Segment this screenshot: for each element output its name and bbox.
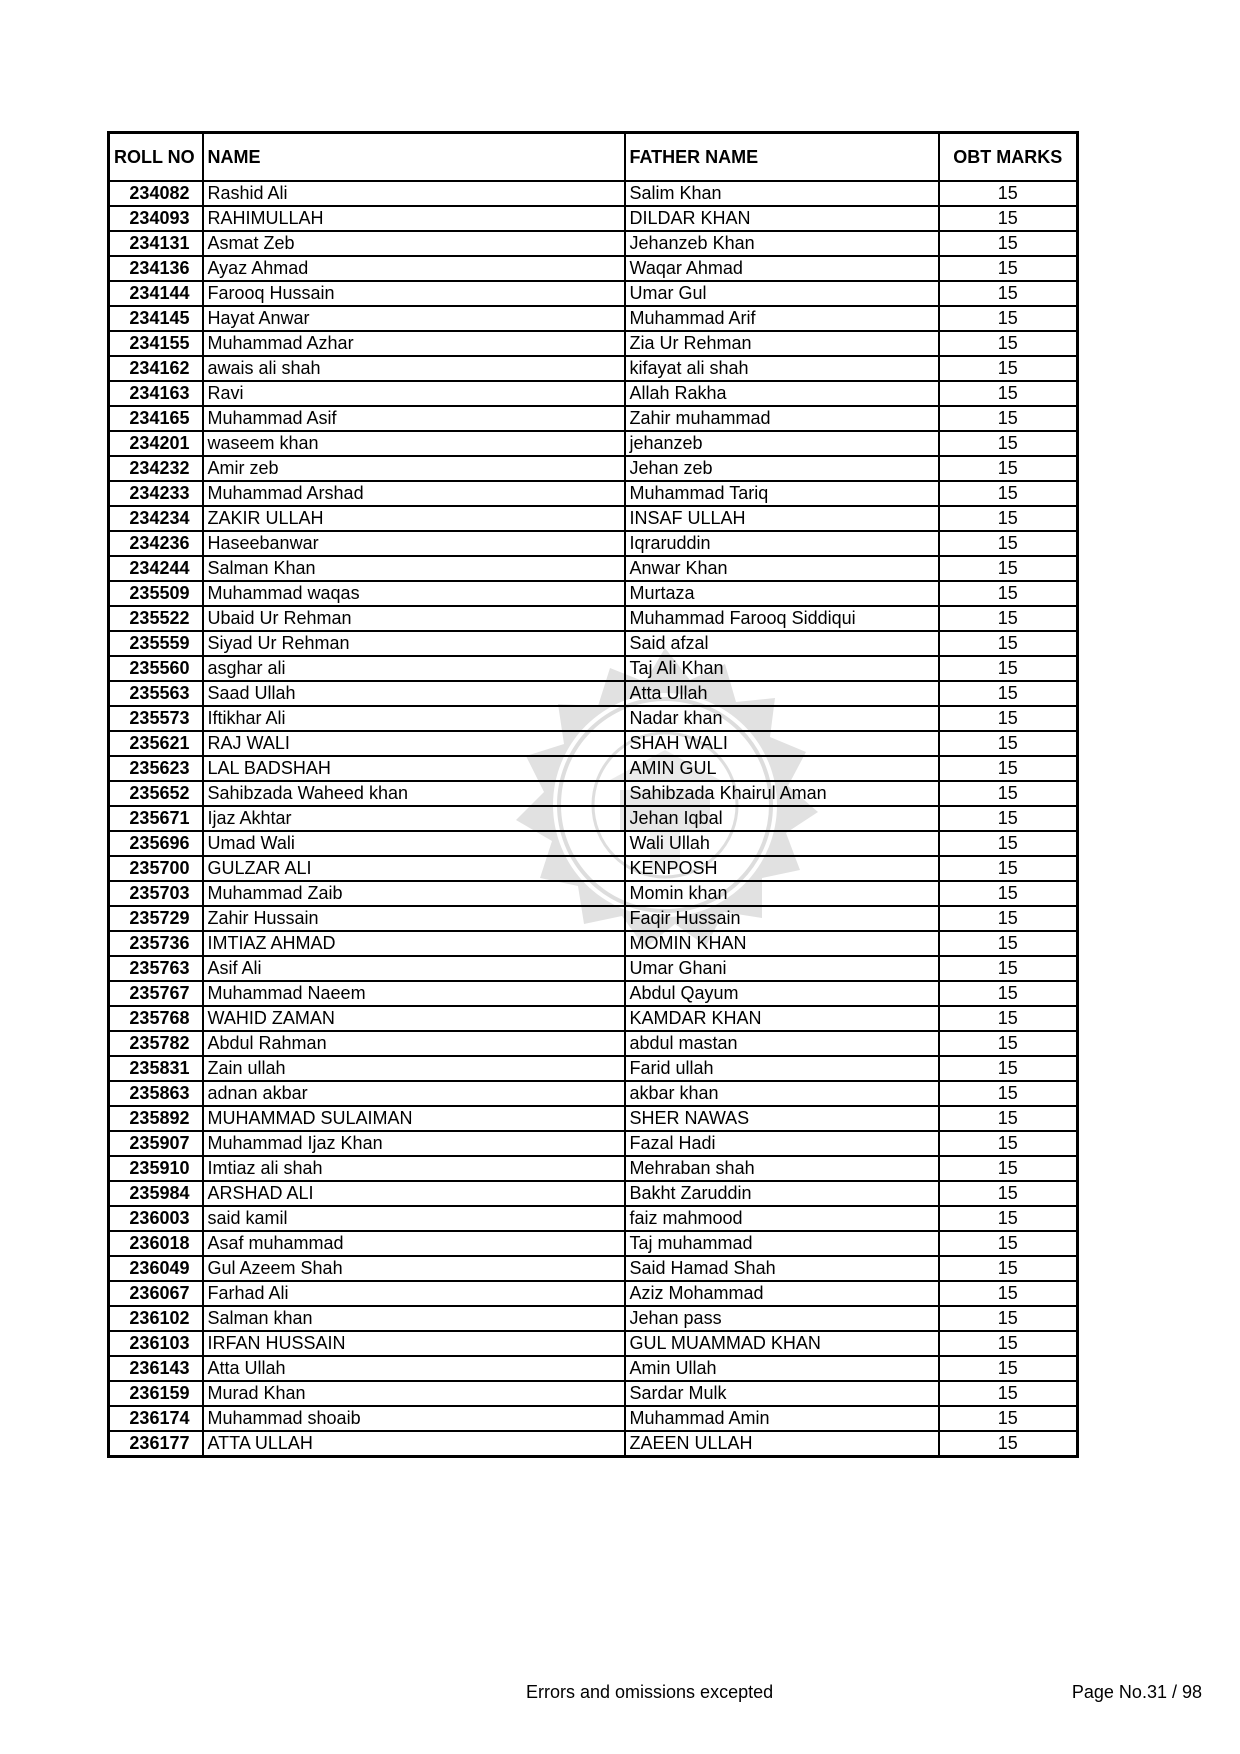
table-row <box>109 1131 1078 1156</box>
table-row <box>109 1206 1078 1231</box>
table-row <box>109 231 1078 256</box>
obt-marks-cell: 15 <box>939 1206 1078 1231</box>
father-name-cell: faiz mahmood <box>625 1206 939 1231</box>
father-name-cell: Taj muhammad <box>625 1231 939 1256</box>
father-name-cell: Anwar Khan <box>625 556 939 581</box>
table-row <box>109 881 1078 906</box>
obt-marks-cell: 15 <box>939 931 1078 956</box>
name-cell: Muhammad Asif <box>203 406 625 431</box>
name-cell: WAHID ZAMAN <box>203 1006 625 1031</box>
obt-marks-cell: 15 <box>939 431 1078 456</box>
father-name-cell: jehanzeb <box>625 431 939 456</box>
father-name-cell: Bakht Zaruddin <box>625 1181 939 1206</box>
name-cell: Ubaid Ur Rehman <box>203 606 625 631</box>
roll-no-cell: 235559 <box>109 631 203 656</box>
obt-marks-header: OBT MARKS <box>939 133 1078 182</box>
obt-marks-cell: 15 <box>939 681 1078 706</box>
obt-marks-cell: 15 <box>939 481 1078 506</box>
name-cell: Haseebanwar <box>203 531 625 556</box>
name-cell: Zahir Hussain <box>203 906 625 931</box>
obt-marks-cell: 15 <box>939 856 1078 881</box>
roll-no-cell: 236103 <box>109 1331 203 1356</box>
name-cell: ATTA ULLAH <box>203 1431 625 1457</box>
roll-no-cell: 235984 <box>109 1181 203 1206</box>
table-row <box>109 481 1078 506</box>
name-cell: Amir zeb <box>203 456 625 481</box>
father-name-cell: AMIN GUL <box>625 756 939 781</box>
name-header: NAME <box>203 133 625 182</box>
name-cell: Muhammad waqas <box>203 581 625 606</box>
table-row <box>109 1331 1078 1356</box>
page-number: Page No.31 / 98 <box>1071 1682 1202 1702</box>
roll-no-cell: 235560 <box>109 656 203 681</box>
father-name-cell: Muhammad Farooq Siddiqui <box>625 606 939 631</box>
table-row <box>109 381 1078 406</box>
father-name-cell: Mehraban shah <box>625 1156 939 1181</box>
father-name-cell: Sahibzada Khairul Aman <box>625 781 939 806</box>
obt-marks-cell: 15 <box>939 706 1078 731</box>
roll-no-cell: 236003 <box>109 1206 203 1231</box>
roll-no-cell: 234163 <box>109 381 203 406</box>
roll-no-cell: 236174 <box>109 1406 203 1431</box>
table-row <box>109 406 1078 431</box>
father-name-header: FATHER NAME <box>625 133 939 182</box>
name-cell: Farhad Ali <box>203 1281 625 1306</box>
father-name-cell: Wali Ullah <box>625 831 939 856</box>
obt-marks-cell: 15 <box>939 506 1078 531</box>
father-name-cell: Abdul Qayum <box>625 981 939 1006</box>
obt-marks-cell: 15 <box>939 1181 1078 1206</box>
roll-no-cell: 235729 <box>109 906 203 931</box>
table-row <box>109 1081 1078 1106</box>
father-name-cell: Jehan zeb <box>625 456 939 481</box>
table-row <box>109 981 1078 1006</box>
obt-marks-cell: 15 <box>939 956 1078 981</box>
roll-no-cell: 236102 <box>109 1306 203 1331</box>
father-name-cell: GUL MUAMMAD KHAN <box>625 1331 939 1356</box>
father-name-cell: DILDAR KHAN <box>625 206 939 231</box>
table-row <box>109 1031 1078 1056</box>
name-cell: Salman khan <box>203 1306 625 1331</box>
obt-marks-cell: 15 <box>939 531 1078 556</box>
roll-no-cell: 236143 <box>109 1356 203 1381</box>
obt-marks-cell: 15 <box>939 1006 1078 1031</box>
father-name-cell: Momin khan <box>625 881 939 906</box>
name-cell: Asmat Zeb <box>203 231 625 256</box>
roll-no-cell: 235910 <box>109 1156 203 1181</box>
table-row <box>109 681 1078 706</box>
obt-marks-cell: 15 <box>939 181 1078 206</box>
roll-no-cell: 235892 <box>109 1106 203 1131</box>
name-cell: MUHAMMAD SULAIMAN <box>203 1106 625 1131</box>
table-row <box>109 1406 1078 1431</box>
obt-marks-cell: 15 <box>939 981 1078 1006</box>
table-row <box>109 781 1078 806</box>
obt-marks-cell: 15 <box>939 381 1078 406</box>
name-cell: Imtiaz ali shah <box>203 1156 625 1181</box>
father-name-cell: Muhammad Arif <box>625 306 939 331</box>
name-cell: adnan akbar <box>203 1081 625 1106</box>
roll-no-cell: 236018 <box>109 1231 203 1256</box>
table-row <box>109 506 1078 531</box>
roll-no-cell: 235700 <box>109 856 203 881</box>
obt-marks-cell: 15 <box>939 1031 1078 1056</box>
table-row <box>109 831 1078 856</box>
obt-marks-cell: 15 <box>939 1431 1078 1457</box>
name-cell: ZAKIR ULLAH <box>203 506 625 531</box>
father-name-cell: Muhammad Tariq <box>625 481 939 506</box>
father-name-cell: Atta Ullah <box>625 681 939 706</box>
table-row <box>109 1256 1078 1281</box>
name-cell: Muhammad Naeem <box>203 981 625 1006</box>
father-name-cell: KENPOSH <box>625 856 939 881</box>
roll-no-cell: 235671 <box>109 806 203 831</box>
name-cell: Murad Khan <box>203 1381 625 1406</box>
name-cell: Ijaz Akhtar <box>203 806 625 831</box>
table-row <box>109 1006 1078 1031</box>
table-row <box>109 756 1078 781</box>
father-name-cell: SHAH WALI <box>625 731 939 756</box>
father-name-cell: Taj Ali Khan <box>625 656 939 681</box>
name-cell: Asaf muhammad <box>203 1231 625 1256</box>
table-row <box>109 206 1078 231</box>
father-name-cell: Amin Ullah <box>625 1356 939 1381</box>
father-name-cell: Fazal Hadi <box>625 1131 939 1156</box>
name-cell: IRFAN HUSSAIN <box>203 1331 625 1356</box>
roll-no-cell: 235782 <box>109 1031 203 1056</box>
father-name-cell: Waqar Ahmad <box>625 256 939 281</box>
name-cell: Sahibzada Waheed khan <box>203 781 625 806</box>
table-row <box>109 856 1078 881</box>
name-cell: Umad Wali <box>203 831 625 856</box>
table-row <box>109 531 1078 556</box>
table-row <box>109 731 1078 756</box>
roll-no-cell: 236067 <box>109 1281 203 1306</box>
table-row <box>109 356 1078 381</box>
roll-no-cell: 236159 <box>109 1381 203 1406</box>
obt-marks-cell: 15 <box>939 331 1078 356</box>
table-row <box>109 256 1078 281</box>
name-cell: Atta Ullah <box>203 1356 625 1381</box>
father-name-cell: akbar khan <box>625 1081 939 1106</box>
roll-no-cell: 234155 <box>109 331 203 356</box>
table-row <box>109 906 1078 931</box>
father-name-cell: Umar Ghani <box>625 956 939 981</box>
name-cell: Rashid Ali <box>203 181 625 206</box>
father-name-cell: Aziz Mohammad <box>625 1281 939 1306</box>
roll-no-cell: 234082 <box>109 181 203 206</box>
name-cell: Siyad Ur Rehman <box>203 631 625 656</box>
obt-marks-cell: 15 <box>939 281 1078 306</box>
roll-no-cell: 235763 <box>109 956 203 981</box>
footer-note: Errors and omissions excepted <box>526 1682 774 1702</box>
name-cell: Hayat Anwar <box>203 306 625 331</box>
name-cell: asghar ali <box>203 656 625 681</box>
roll-no-cell: 235623 <box>109 756 203 781</box>
obt-marks-cell: 15 <box>939 1106 1078 1131</box>
table-row <box>109 1431 1078 1457</box>
name-cell: GULZAR ALI <box>203 856 625 881</box>
roll-no-cell: 235768 <box>109 1006 203 1031</box>
roll-no-cell: 235863 <box>109 1081 203 1106</box>
roll-no-cell: 236049 <box>109 1256 203 1281</box>
obt-marks-cell: 15 <box>939 406 1078 431</box>
table-row <box>109 331 1078 356</box>
obt-marks-cell: 15 <box>939 1131 1078 1156</box>
obt-marks-cell: 15 <box>939 881 1078 906</box>
roll-no-cell: 235621 <box>109 731 203 756</box>
name-cell: IMTIAZ AHMAD <box>203 931 625 956</box>
roll-no-cell: 234201 <box>109 431 203 456</box>
father-name-cell: Jehan pass <box>625 1306 939 1331</box>
name-cell: Gul Azeem Shah <box>203 1256 625 1281</box>
name-cell: RAHIMULLAH <box>203 206 625 231</box>
obt-marks-cell: 15 <box>939 581 1078 606</box>
father-name-cell: Salim Khan <box>625 181 939 206</box>
obt-marks-cell: 15 <box>939 356 1078 381</box>
table-row <box>109 1381 1078 1406</box>
roll-no-cell: 234232 <box>109 456 203 481</box>
name-cell: awais ali shah <box>203 356 625 381</box>
name-cell: Abdul Rahman <box>203 1031 625 1056</box>
father-name-cell: Jehanzeb Khan <box>625 231 939 256</box>
roll-no-cell: 235522 <box>109 606 203 631</box>
father-name-cell: Umar Gul <box>625 281 939 306</box>
obt-marks-cell: 15 <box>939 1231 1078 1256</box>
roll-no-cell: 234136 <box>109 256 203 281</box>
obt-marks-cell: 15 <box>939 606 1078 631</box>
roll-no-cell: 234165 <box>109 406 203 431</box>
father-name-cell: ZAEEN ULLAH <box>625 1431 939 1457</box>
name-cell: Muhammad shoaib <box>203 1406 625 1431</box>
table-row <box>109 1231 1078 1256</box>
obt-marks-cell: 15 <box>939 206 1078 231</box>
roll-no-cell: 234144 <box>109 281 203 306</box>
roll-no-cell: 235573 <box>109 706 203 731</box>
roll-no-cell: 234244 <box>109 556 203 581</box>
table-row <box>109 281 1078 306</box>
roll-no-cell: 235563 <box>109 681 203 706</box>
obt-marks-cell: 15 <box>939 1256 1078 1281</box>
roll-no-cell: 235652 <box>109 781 203 806</box>
name-cell: Zain ullah <box>203 1056 625 1081</box>
obt-marks-cell: 15 <box>939 256 1078 281</box>
father-name-cell: kifayat ali shah <box>625 356 939 381</box>
roll-no-cell: 235907 <box>109 1131 203 1156</box>
father-name-cell: Jehan Iqbal <box>625 806 939 831</box>
name-cell: Iftikhar Ali <box>203 706 625 731</box>
name-cell: Salman Khan <box>203 556 625 581</box>
table-header-row <box>109 133 1078 182</box>
name-cell: LAL BADSHAH <box>203 756 625 781</box>
results-table <box>107 131 1079 1458</box>
roll-no-header: ROLL NO <box>109 133 203 182</box>
table-row <box>109 1281 1078 1306</box>
table-row <box>109 431 1078 456</box>
father-name-cell: Zahir muhammad <box>625 406 939 431</box>
table-row <box>109 306 1078 331</box>
roll-no-cell: 234162 <box>109 356 203 381</box>
obt-marks-cell: 15 <box>939 1331 1078 1356</box>
name-cell: Muhammad Arshad <box>203 481 625 506</box>
roll-no-cell: 235703 <box>109 881 203 906</box>
roll-no-cell: 234234 <box>109 506 203 531</box>
table-row <box>109 1181 1078 1206</box>
roll-no-cell: 234093 <box>109 206 203 231</box>
table-row <box>109 556 1078 581</box>
roll-no-cell: 234131 <box>109 231 203 256</box>
father-name-cell: Nadar khan <box>625 706 939 731</box>
obt-marks-cell: 15 <box>939 831 1078 856</box>
name-cell: ARSHAD ALI <box>203 1181 625 1206</box>
obt-marks-cell: 15 <box>939 656 1078 681</box>
obt-marks-cell: 15 <box>939 1306 1078 1331</box>
obt-marks-cell: 15 <box>939 231 1078 256</box>
roll-no-cell: 234236 <box>109 531 203 556</box>
father-name-cell: Said Hamad Shah <box>625 1256 939 1281</box>
table-row <box>109 656 1078 681</box>
obt-marks-cell: 15 <box>939 1356 1078 1381</box>
name-cell: Farooq Hussain <box>203 281 625 306</box>
obt-marks-cell: 15 <box>939 731 1078 756</box>
obt-marks-cell: 15 <box>939 906 1078 931</box>
name-cell: Asif Ali <box>203 956 625 981</box>
obt-marks-cell: 15 <box>939 1381 1078 1406</box>
father-name-cell: Muhammad Amin <box>625 1406 939 1431</box>
obt-marks-cell: 15 <box>939 456 1078 481</box>
table-row <box>109 1106 1078 1131</box>
table-row <box>109 1306 1078 1331</box>
father-name-cell: Farid ullah <box>625 1056 939 1081</box>
table-row <box>109 1356 1078 1381</box>
father-name-cell: INSAF ULLAH <box>625 506 939 531</box>
father-name-cell: Said afzal <box>625 631 939 656</box>
table-row <box>109 1156 1078 1181</box>
table-row <box>109 956 1078 981</box>
name-cell: Ayaz Ahmad <box>203 256 625 281</box>
obt-marks-cell: 15 <box>939 631 1078 656</box>
table-row <box>109 606 1078 631</box>
father-name-cell: MOMIN KHAN <box>625 931 939 956</box>
name-cell: RAJ WALI <box>203 731 625 756</box>
roll-no-cell: 234233 <box>109 481 203 506</box>
father-name-cell: Murtaza <box>625 581 939 606</box>
table-row <box>109 456 1078 481</box>
obt-marks-cell: 15 <box>939 1156 1078 1181</box>
father-name-cell: Zia Ur Rehman <box>625 331 939 356</box>
table-row <box>109 1056 1078 1081</box>
obt-marks-cell: 15 <box>939 806 1078 831</box>
father-name-cell: Allah Rakha <box>625 381 939 406</box>
father-name-cell: SHER NAWAS <box>625 1106 939 1131</box>
roll-no-cell: 235736 <box>109 931 203 956</box>
name-cell: Muhammad Zaib <box>203 881 625 906</box>
roll-no-cell: 235767 <box>109 981 203 1006</box>
roll-no-cell: 235509 <box>109 581 203 606</box>
obt-marks-cell: 15 <box>939 781 1078 806</box>
table-row <box>109 931 1078 956</box>
father-name-cell: Iqraruddin <box>625 531 939 556</box>
name-cell: Muhammad Azhar <box>203 331 625 356</box>
table-row <box>109 581 1078 606</box>
name-cell: Ravi <box>203 381 625 406</box>
table-row <box>109 181 1078 206</box>
roll-no-cell: 236177 <box>109 1431 203 1457</box>
obt-marks-cell: 15 <box>939 756 1078 781</box>
table-row <box>109 631 1078 656</box>
obt-marks-cell: 15 <box>939 1056 1078 1081</box>
table-row <box>109 706 1078 731</box>
father-name-cell: Faqir Hussain <box>625 906 939 931</box>
roll-no-cell: 235831 <box>109 1056 203 1081</box>
father-name-cell: abdul mastan <box>625 1031 939 1056</box>
obt-marks-cell: 15 <box>939 306 1078 331</box>
roll-no-cell: 235696 <box>109 831 203 856</box>
name-cell: said kamil <box>203 1206 625 1231</box>
name-cell: Muhammad Ijaz Khan <box>203 1131 625 1156</box>
roll-no-cell: 234145 <box>109 306 203 331</box>
father-name-cell: Sardar Mulk <box>625 1381 939 1406</box>
table-row <box>109 806 1078 831</box>
obt-marks-cell: 15 <box>939 1281 1078 1306</box>
father-name-cell: KAMDAR KHAN <box>625 1006 939 1031</box>
obt-marks-cell: 15 <box>939 1081 1078 1106</box>
obt-marks-cell: 15 <box>939 556 1078 581</box>
name-cell: Saad Ullah <box>203 681 625 706</box>
name-cell: waseem khan <box>203 431 625 456</box>
obt-marks-cell: 15 <box>939 1406 1078 1431</box>
